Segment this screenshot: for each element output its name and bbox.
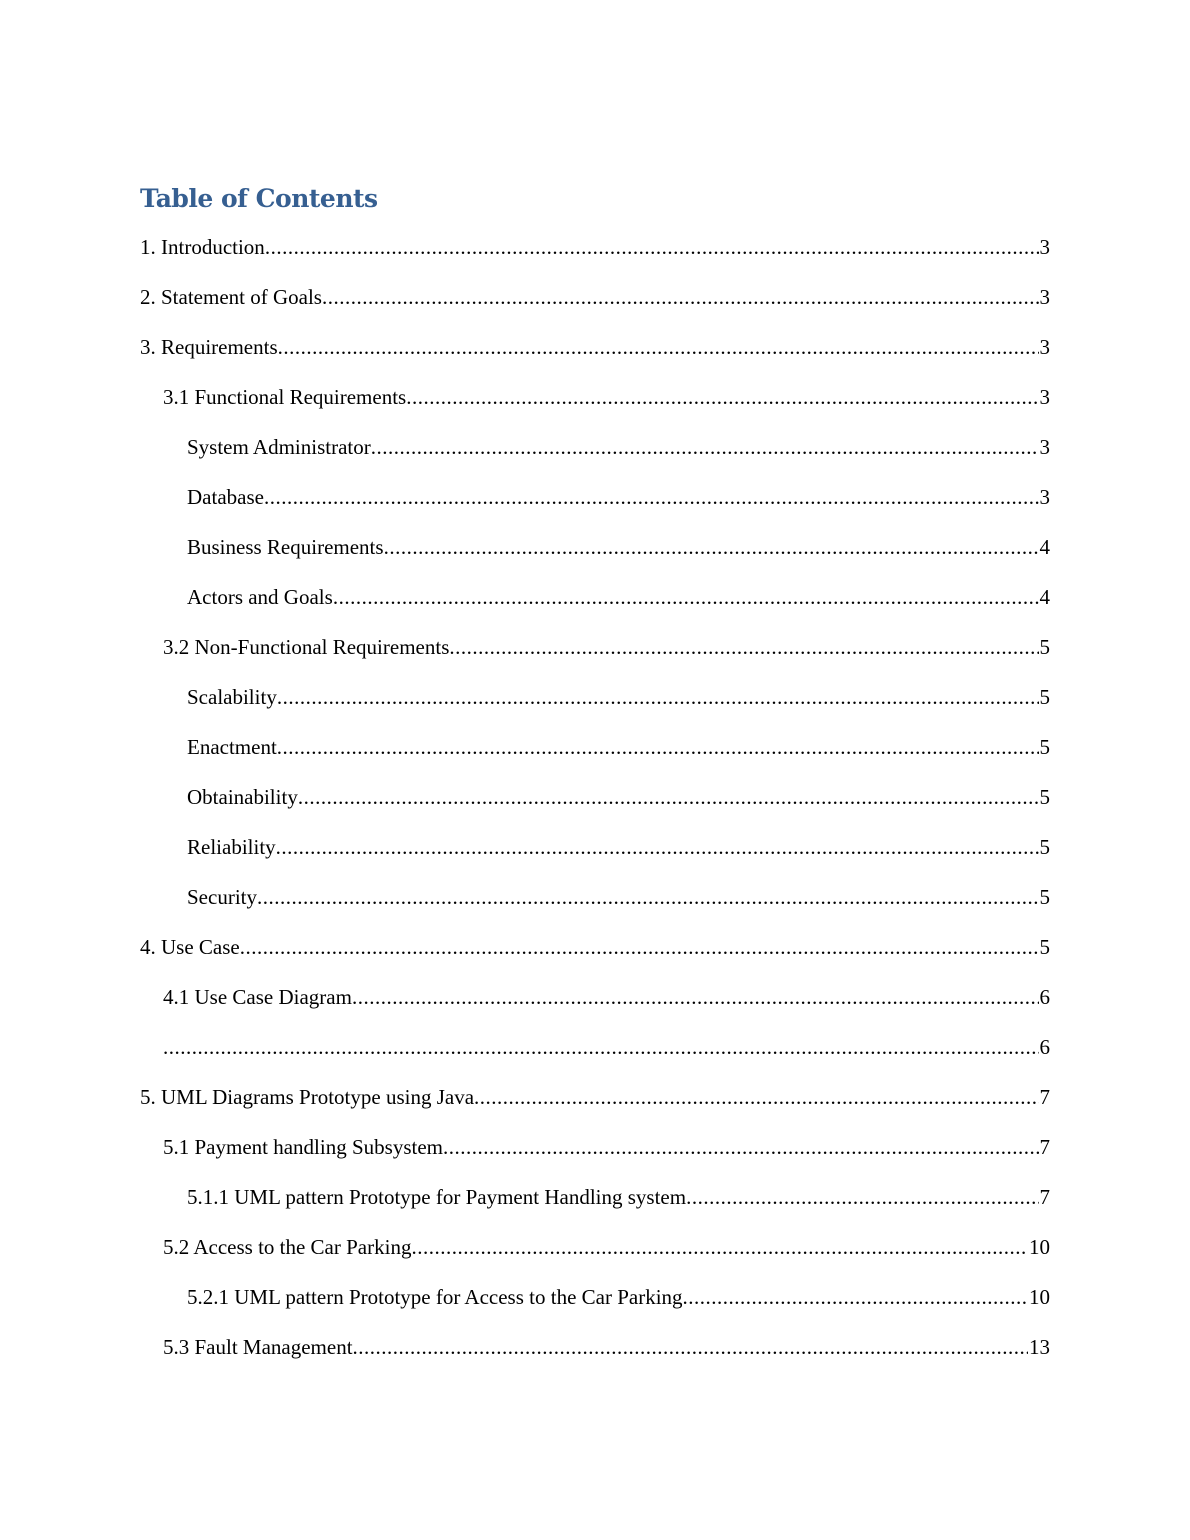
toc-page-number: 5 bbox=[1039, 835, 1050, 859]
toc-entry-enactment[interactable] bbox=[187, 732, 1050, 762]
toc-page-number: 3 bbox=[1039, 485, 1050, 509]
toc-page-number: 5 bbox=[1039, 635, 1050, 659]
toc-leader-dots bbox=[276, 832, 1039, 862]
toc-leader-dots bbox=[163, 1032, 1039, 1062]
toc-leader-dots bbox=[352, 982, 1039, 1012]
toc-page-number: 10 bbox=[1029, 1235, 1050, 1259]
toc-page-number: 4 bbox=[1039, 585, 1050, 609]
toc-entry-reliability[interactable] bbox=[187, 832, 1050, 862]
toc-entry-statement-of-goals[interactable] bbox=[140, 282, 1050, 312]
toc-entry-label: Business Requirements bbox=[187, 535, 384, 559]
toc-entry-label: Obtainability bbox=[187, 785, 298, 809]
toc-entry-uml-diagrams-prototype[interactable] bbox=[140, 1082, 1050, 1112]
toc-page-number: 3 bbox=[1039, 435, 1050, 459]
toc-page-number: 6 bbox=[1039, 1035, 1050, 1059]
toc-leader-dots bbox=[277, 732, 1039, 762]
toc-entry-label: 2. Statement of Goals bbox=[140, 285, 322, 309]
toc-leader-dots bbox=[371, 432, 1039, 462]
toc-page-number: 3 bbox=[1039, 285, 1050, 309]
toc-entry-introduction[interactable] bbox=[140, 232, 1050, 262]
toc-entry-payment-handling-subsystem[interactable] bbox=[163, 1132, 1050, 1162]
toc-page-number: 7 bbox=[1039, 1085, 1050, 1109]
toc-entry-use-case-diagram[interactable] bbox=[163, 982, 1050, 1012]
toc-page-number: 7 bbox=[1039, 1135, 1050, 1159]
toc-entry-actors-and-goals[interactable] bbox=[187, 582, 1050, 612]
toc-entry-label: 5.3 Fault Management bbox=[163, 1335, 353, 1359]
toc-entry-label: Actors and Goals bbox=[187, 585, 333, 609]
toc-entry-database[interactable] bbox=[187, 482, 1050, 512]
toc-leader-dots bbox=[384, 532, 1039, 562]
toc-entry-label: Enactment bbox=[187, 735, 277, 759]
toc-entry-label: 3.2 Non-Functional Requirements bbox=[163, 635, 450, 659]
toc-entry-label: Scalability bbox=[187, 685, 277, 709]
toc-entry-business-requirements[interactable] bbox=[187, 532, 1050, 562]
toc-page-number: 5 bbox=[1039, 885, 1050, 909]
toc-leader-dots bbox=[278, 332, 1039, 362]
toc-entry-security[interactable] bbox=[187, 882, 1050, 912]
toc-leader-dots bbox=[322, 282, 1039, 312]
toc-entry-label: 5.1 Payment handling Subsystem bbox=[163, 1135, 443, 1159]
toc-entry-uml-payment-handling-system[interactable] bbox=[187, 1182, 1050, 1212]
toc-entry-untitled[interactable] bbox=[163, 1032, 1050, 1062]
toc-leader-dots bbox=[353, 1332, 1028, 1362]
toc-entry-non-functional-requirements[interactable] bbox=[163, 632, 1050, 662]
toc-page-number: 6 bbox=[1039, 985, 1050, 1009]
toc-page-number: 5 bbox=[1039, 785, 1050, 809]
toc-entry-obtainability[interactable] bbox=[187, 782, 1050, 812]
toc-leader-dots bbox=[443, 1132, 1039, 1162]
toc-leader-dots bbox=[257, 882, 1039, 912]
toc-entry-fault-management[interactable] bbox=[163, 1332, 1050, 1362]
toc-entry-label: 3.1 Functional Requirements bbox=[163, 385, 407, 409]
toc-leader-dots bbox=[683, 1282, 1028, 1312]
toc-page-number: 3 bbox=[1039, 385, 1050, 409]
toc-entry-system-administrator[interactable] bbox=[187, 432, 1050, 462]
toc-leader-dots bbox=[449, 632, 1038, 662]
toc-entry-requirements[interactable] bbox=[140, 332, 1050, 362]
toc-entry-access-car-parking[interactable] bbox=[163, 1232, 1050, 1262]
toc-leader-dots bbox=[474, 1082, 1038, 1112]
toc-entry-functional-requirements[interactable] bbox=[163, 382, 1050, 412]
toc-page-number: 3 bbox=[1039, 235, 1050, 259]
toc-entry-label: System Administrator bbox=[187, 435, 371, 459]
toc-page-number: 5 bbox=[1039, 735, 1050, 759]
toc-leader-dots bbox=[240, 932, 1039, 962]
toc-entry-label: 5.1.1 UML pattern Prototype for Payment Handling system bbox=[187, 1185, 687, 1209]
toc-page-number: 13 bbox=[1029, 1335, 1050, 1359]
toc-leader-dots bbox=[298, 782, 1039, 812]
toc-page-number: 7 bbox=[1039, 1185, 1050, 1209]
toc-entry-label: 4. Use Case bbox=[140, 935, 240, 959]
toc-leader-dots bbox=[265, 232, 1039, 262]
toc-page-number: 5 bbox=[1039, 685, 1050, 709]
toc-entry-label: 3. Requirements bbox=[140, 335, 278, 359]
toc-leader-dots bbox=[406, 382, 1038, 412]
toc-entry-label: 1. Introduction bbox=[140, 235, 265, 259]
toc-page-number: 4 bbox=[1039, 535, 1050, 559]
toc-entry-label: 5.2.1 UML pattern Prototype for Access to the Car Parking bbox=[187, 1285, 683, 1309]
toc-page-number: 3 bbox=[1039, 335, 1050, 359]
toc-leader-dots bbox=[333, 582, 1039, 612]
toc-entry-label: 5. UML Diagrams Prototype using Java bbox=[140, 1085, 475, 1109]
toc-page-number: 5 bbox=[1039, 935, 1050, 959]
toc-entry-label: Database bbox=[187, 485, 264, 509]
toc-entry-label: 5.2 Access to the Car Parking bbox=[163, 1235, 412, 1259]
toc-leader-dots bbox=[277, 682, 1039, 712]
toc-title: Table of Contents bbox=[140, 184, 378, 213]
toc-page-number: 10 bbox=[1029, 1285, 1050, 1309]
toc-entry-scalability[interactable] bbox=[187, 682, 1050, 712]
toc-leader-dots bbox=[411, 1232, 1028, 1262]
toc-entry-label: 4.1 Use Case Diagram bbox=[163, 985, 352, 1009]
toc-leader-dots bbox=[264, 482, 1039, 512]
toc-leader-dots bbox=[686, 1182, 1038, 1212]
toc-entry-label: Security bbox=[187, 885, 257, 909]
toc-entry-uml-access-car-parking[interactable] bbox=[187, 1282, 1050, 1312]
toc-entry-use-case[interactable] bbox=[140, 932, 1050, 962]
toc-entry-label: Reliability bbox=[187, 835, 276, 859]
